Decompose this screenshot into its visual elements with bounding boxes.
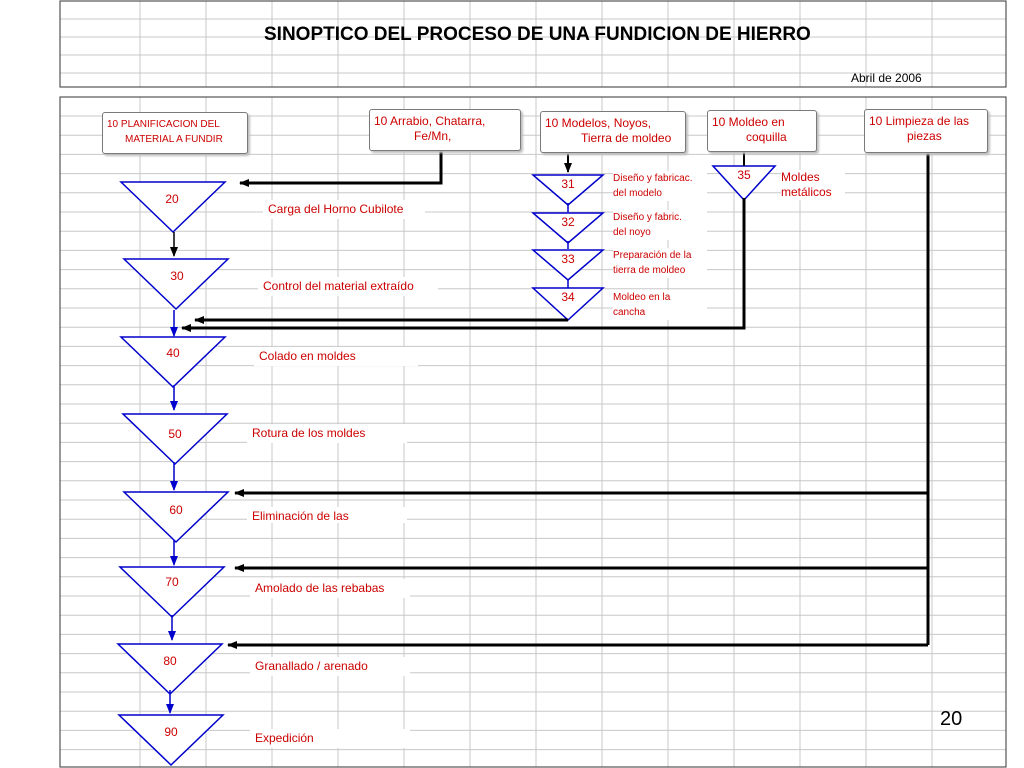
- step-35-line-2: metálicos: [781, 185, 832, 199]
- step-31-number: 31: [561, 177, 575, 191]
- step-34-line-1: Moldeo en la: [613, 292, 671, 303]
- planning-line-1: 10 PLANIFICACION DEL: [107, 119, 220, 130]
- models-line-1: 10 Modelos, Noyos,: [545, 116, 652, 130]
- step-40-number: 40: [166, 346, 180, 360]
- step-30-label: Control del material extraído: [258, 277, 438, 296]
- page-number: 20: [940, 708, 963, 730]
- step-80-number: 80: [163, 654, 177, 668]
- step-33-number: 33: [561, 252, 575, 266]
- planning-line-2: MATERIAL A FUNDIR: [125, 134, 223, 145]
- step-35-label: [781, 170, 845, 200]
- planning-input-box: [102, 112, 248, 154]
- step-32-label: [613, 210, 707, 240]
- raw-material-line-1: 10 Arrabio, Chatarra,: [374, 114, 486, 128]
- step-31-line-1: Diseño y fabricac.: [613, 173, 693, 184]
- cleaning-input-box: [864, 109, 988, 153]
- step-50-number: 50: [168, 427, 182, 441]
- step-90-label: Expedición: [250, 729, 410, 748]
- step-20-triangle: [121, 182, 225, 232]
- step-30-number: 30: [170, 269, 184, 283]
- step-31-line-2: del modelo: [613, 188, 662, 199]
- chill-mold-line-2: coquilla: [746, 130, 787, 144]
- step-35-number: 35: [737, 168, 751, 182]
- step-70-label: Amolado de las rebabas: [250, 579, 410, 598]
- step-32-line-1: Diseño y fabric.: [613, 212, 682, 223]
- chill-mold-line-1: 10 Moldeo en: [712, 115, 785, 129]
- step-31-label: [613, 171, 707, 201]
- step-33-line-1: Preparación de la: [613, 250, 692, 261]
- step-34-number: 34: [561, 290, 575, 304]
- step-20-label: Carga del Horno Cubilote: [263, 200, 425, 219]
- step-32-number: 32: [561, 215, 575, 229]
- step-90-number: 90: [164, 725, 178, 739]
- step-60-number: 60: [169, 503, 183, 517]
- step-33-line-2: tierra de moldeo: [613, 265, 686, 276]
- step-50-label: Rotura de los moldes: [247, 424, 407, 443]
- chill-mold-input-box: [707, 110, 817, 152]
- step-60-label: Eliminación de las: [247, 507, 407, 523]
- step-40-label: Colado en moldes: [254, 347, 418, 366]
- step-34-line-2: cancha: [613, 307, 646, 318]
- models-input-box: [540, 111, 686, 153]
- date-label: Abril de 2006: [851, 71, 922, 85]
- page-title: SINOPTICO DEL PROCESO DE UNA FUNDICION DE HIERRO: [264, 24, 811, 45]
- raw-material-input-box: [369, 109, 521, 151]
- step-35-line-1: Moldes: [781, 170, 820, 184]
- step-34-label: [613, 290, 707, 320]
- cleaning-line-1: 10 Limpieza de las: [869, 114, 970, 128]
- step-70-number: 70: [165, 575, 179, 589]
- step-80-label: Granallado / arenado: [250, 657, 410, 676]
- cleaning-line-2: piezas: [907, 129, 942, 143]
- step-33-label: [613, 248, 707, 278]
- step-20-number: 20: [165, 192, 179, 206]
- raw-material-arrow: [240, 150, 441, 183]
- step-90-triangle: [119, 715, 223, 765]
- step-32-line-2: del noyo: [613, 227, 651, 238]
- raw-material-line-2: Fe/Mn,: [414, 129, 452, 143]
- step-40-triangle: [121, 337, 225, 387]
- models-line-2: Tierra de moldeo: [581, 131, 672, 145]
